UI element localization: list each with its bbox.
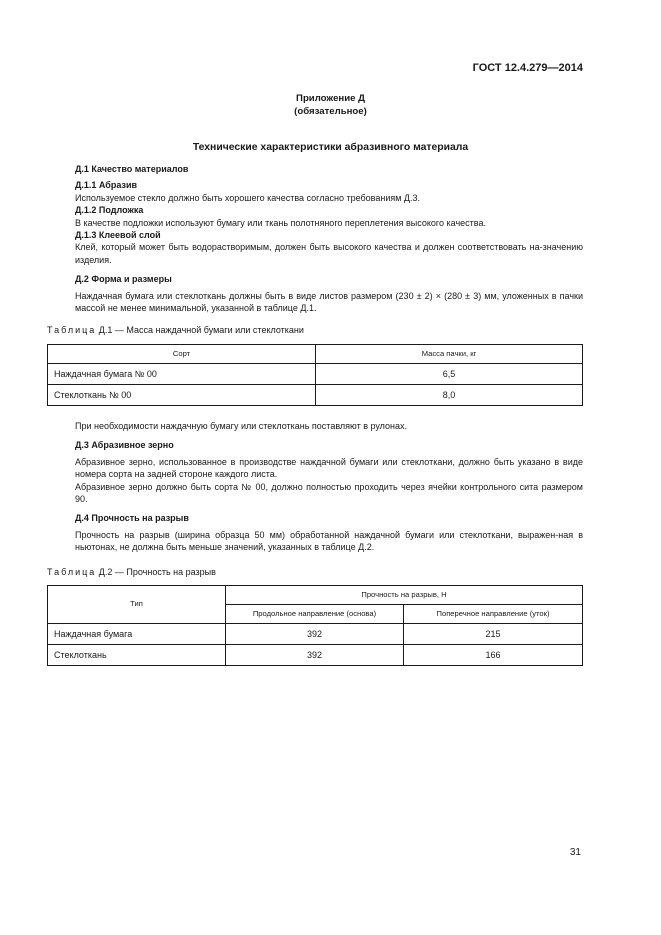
table-caption: Таблица Д.2 — Прочность на разрыв xyxy=(47,566,216,577)
column-header: Масса пачки, кг xyxy=(316,344,583,363)
paragraph: Абразивное зерно должно быть сорта № 00, должно полностью проходить через ячейки контрольного сита размером 90. xyxy=(75,481,583,504)
column-header: Продольное направление (основа) xyxy=(226,604,404,623)
paragraph: Используемое стекло должно быть хорошего качества согласно требованиям Д.3. xyxy=(75,192,421,203)
document-body xyxy=(47,163,583,666)
column-header: Прочность на разрыв, Н xyxy=(226,585,583,604)
document-code: ГОСТ 12.4.279—2014 xyxy=(472,62,583,74)
table-row: Стеклоткань 392 166 xyxy=(48,644,583,665)
column-header: Тип xyxy=(48,585,226,623)
main-title: Технические характеристики абразивного материала xyxy=(192,142,469,153)
paragraph: Клей, который может быть водорастворимым, должен быть высокого качества и должен соответствовать на-значению изделия. xyxy=(75,242,583,265)
appendix-status: (обязательное) xyxy=(294,106,367,117)
paragraph: При необходимости наждачную бумагу или стеклоткань поставляют в рулонах. xyxy=(75,420,408,431)
section-heading: Д.3 Абразивное зерно xyxy=(75,440,174,451)
page-number: 31 xyxy=(569,847,581,858)
section-heading: Д.4 Прочность на разрыв xyxy=(75,513,189,524)
section-heading: Д.1.3 Клеевой слой xyxy=(75,230,161,241)
paragraph: Наждачная бумага или стеклоткань должны быть в виде листов размером (230 ± 2) × (280 ± 3) мм, уложенных в пачки массой не менее минимальной, указанной в таблице Д.1. xyxy=(75,290,583,314)
paragraph: Абразивное зерно, использованное в производстве наждачной бумаги или стеклоткани, должно быть указано в виде номера сорта на задней стороне каждого листа. xyxy=(75,456,583,480)
table-row: Стеклоткань № 00 8,0 xyxy=(48,384,583,405)
table-strength xyxy=(47,585,583,666)
table-row: Наждачная бумага № 00 6,5 xyxy=(48,363,583,384)
paragraph: В качестве подложки используют бумагу или ткань полотняного переплетения высокого качества. xyxy=(75,217,486,228)
section-heading: Д.1.2 Подложка xyxy=(75,205,144,216)
table-mass xyxy=(47,344,583,406)
section-heading: Д.1 Качество материалов xyxy=(75,164,189,174)
table-caption: Таблица Д.1 — Масса наждачной бумаги или стеклоткани xyxy=(47,325,304,336)
section-heading: Д.2 Форма и размеры xyxy=(75,274,172,285)
paragraph: Прочность на разрыв (ширина образца 50 мм) обработанной наждачной бумаги или стеклоткани, выражен-ная в ньютонах, не должна быть меньше значений, указанных в таблице Д.2. xyxy=(75,529,583,553)
appendix-title: Приложение Д xyxy=(296,93,365,104)
appendix-heading xyxy=(0,92,661,118)
section-heading: Д.1.1 Абразив xyxy=(75,180,138,191)
column-header: Сорт xyxy=(48,344,316,363)
column-header: Поперечное направление (уток) xyxy=(404,604,583,623)
table-row: Наждачная бумага 392 215 xyxy=(48,623,583,644)
